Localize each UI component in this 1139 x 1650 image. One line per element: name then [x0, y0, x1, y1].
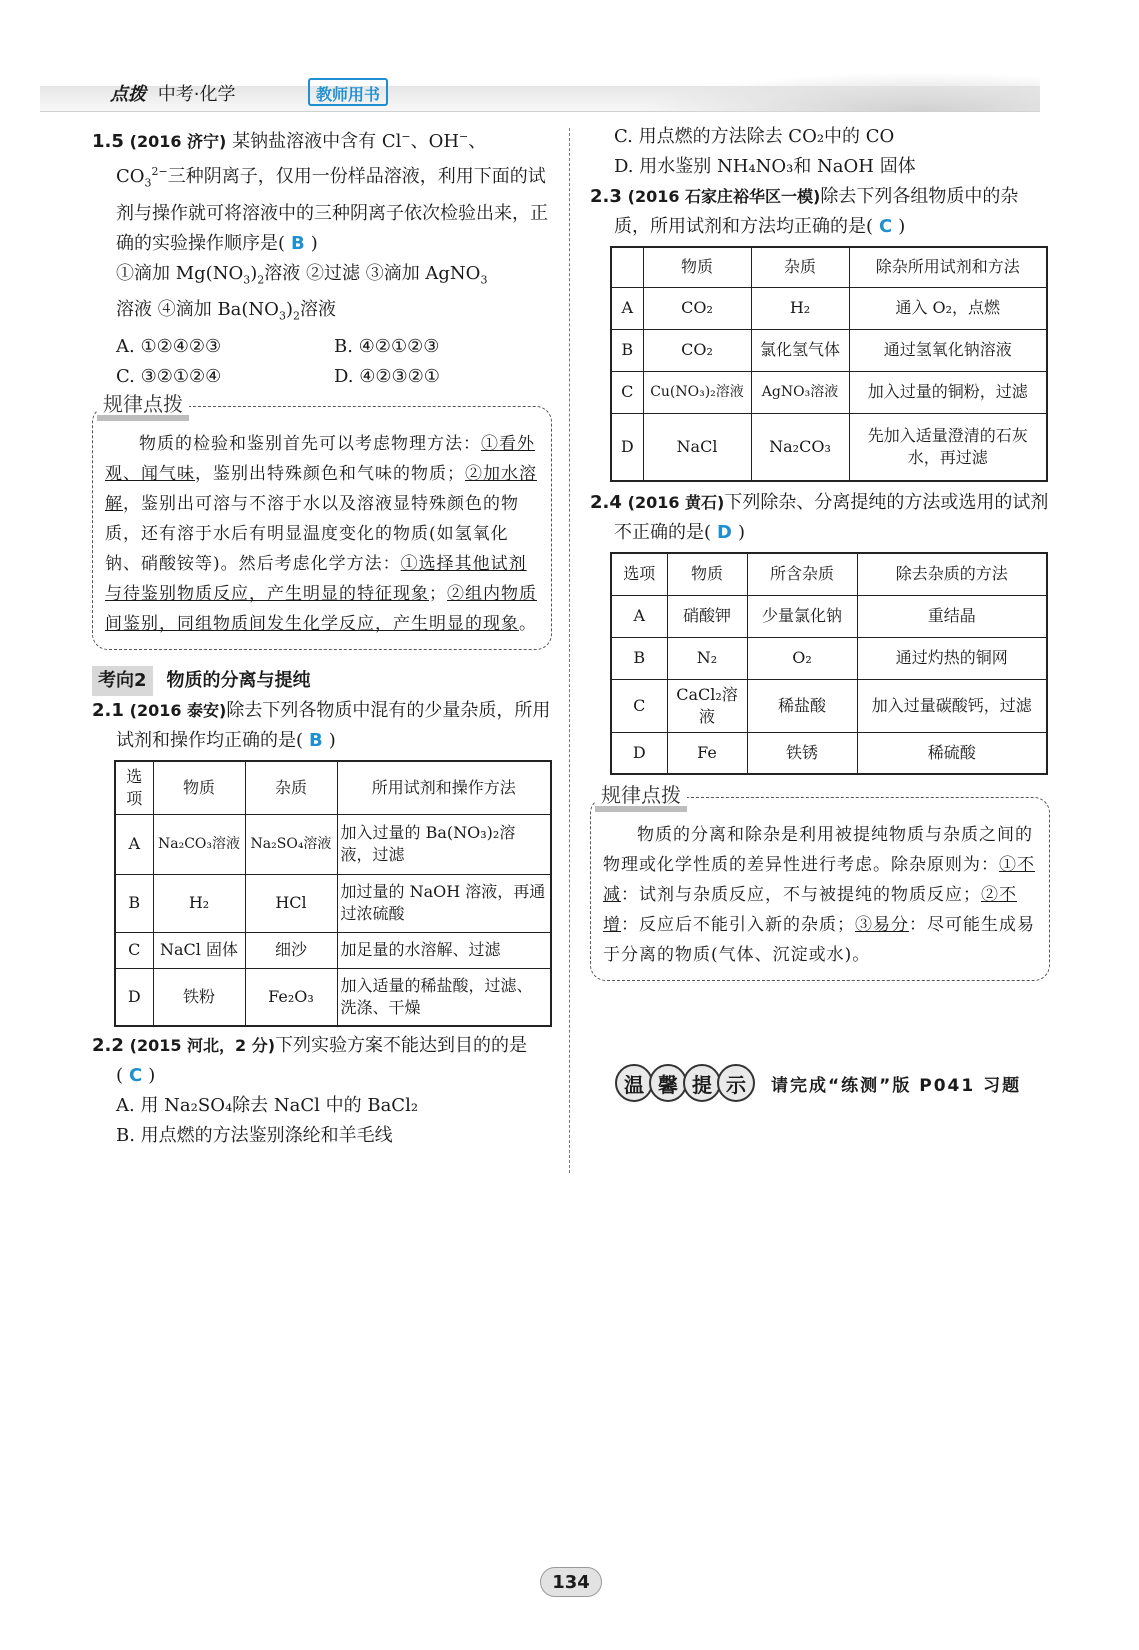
table-cell: D [611, 413, 643, 481]
answer-bracket: ) [328, 729, 336, 751]
table-cell: D [115, 968, 153, 1026]
teacher-book-tag: 教师用书 [308, 78, 388, 106]
answer: B [291, 232, 305, 254]
answer: C [129, 1065, 143, 1087]
table-cell: 加入过量的铜粉，过滤 [849, 371, 1047, 413]
question-steps: ①滴加 $Mg(NO_3)_2$溶液 ②过滤 ③滴加 AgNO$_3$ [116, 262, 488, 287]
table-cell: 硝酸钾 [667, 595, 747, 637]
table-cell: NaCl [643, 413, 751, 481]
table-cell: N₂ [667, 637, 747, 679]
answer-bracket: ) [898, 216, 906, 237]
step-text: ①滴加 Mg(NO [116, 262, 244, 284]
tip-segment: ：试剂与杂质反应，不与被提纯的物质反应； [621, 885, 981, 905]
question-1-5: 1.5 (2016 济宁) 某钠盐溶液中含有 Cl−、OH−、$CO_3^{2-}$三种阴离子，仅用一份样品溶液，利用下面的试剂与操作就可将溶液中的三种阴离子依次检验出来，正确的实验操作顺序是( B ) [92, 130, 548, 254]
column-divider [569, 128, 570, 1173]
answer: D [717, 522, 732, 543]
question-source: (2015 河北，2 分) [129, 1036, 276, 1056]
table-header: 物质 [643, 247, 751, 287]
book-title: 中考·化学 [157, 84, 236, 105]
tip-underlined: ②加水溶解 [105, 463, 537, 514]
table-row [611, 371, 1047, 413]
step-text: 溶液 ②过滤 ③滴加 AgNO [264, 262, 481, 284]
tip-label: 规律点拨 [595, 784, 687, 812]
question-number: 2.3 [590, 186, 622, 207]
table-cell: 重结晶 [857, 595, 1047, 637]
tip-segment: ，鉴别出可溶与不溶于水以及溶液显特殊颜色的物质，还有溶于水后有明显温度变化的物质(如氢氧化钠、硝酸铵等)。然后考虑化学方法： [105, 493, 519, 574]
question-stem: 下列除杂、分离提纯的方法或选用的试剂不正确的是( [614, 492, 1049, 543]
step-text: 溶液 [299, 299, 336, 321]
question-stem: 除去下列各物质中混有的少量杂质，所用试剂和操作均正确的是( [116, 699, 551, 751]
option-b: B. 用点燃的方法鉴别涤纶和羊毛线 [116, 1125, 393, 1147]
table-2-1 [114, 760, 552, 1028]
table-cell: Na₂SO₄溶液 [245, 814, 337, 874]
tip-segment: 物质的分离和除杂是利用被提纯物质与杂质之间的物理或化学性质的差异性进行考虑。除杂原则为： [603, 825, 1033, 875]
question-2-1 [92, 696, 552, 756]
table-cell: 加入过量的 Ba(NO₃)₂溶液，过滤 [337, 814, 551, 874]
tip-underlined: ①不减 [603, 855, 1035, 905]
question-number: 1.5 [92, 131, 124, 152]
table-cell: CO₂ [643, 329, 751, 371]
question-stem: 某钠盐溶液中含有 Cl [232, 131, 402, 152]
question-stem: 下列实验方案不能达到目的的是( [116, 1035, 528, 1087]
warm-tip [615, 1064, 1021, 1102]
tip-underlined: ①看外观、闻气味 [105, 433, 535, 484]
table-header [611, 247, 643, 287]
option-d: D. ④②③②① [334, 365, 440, 387]
warm-tip-text: 请完成“练测”版 P041 习题 [771, 1075, 1022, 1096]
table-cell: Cu(NO₃)₂溶液 [643, 371, 751, 413]
table-row [611, 413, 1047, 481]
table-cell: A [611, 287, 643, 329]
table-row [611, 287, 1047, 329]
table-cell: O₂ [747, 637, 857, 679]
table-cell: A [611, 595, 667, 637]
warm-char: 示 [717, 1064, 755, 1102]
table-row [611, 329, 1047, 371]
tip-text [105, 429, 541, 639]
table-cell: NaCl 固体 [153, 932, 245, 968]
table-header-row [611, 553, 1047, 595]
question-number: 2.1 [92, 699, 124, 721]
table-header: 杂质 [751, 247, 849, 287]
tip-underlined: ①选择其他试剂与待鉴别物质反应，产生明显的特征现象 [105, 553, 527, 604]
table-cell: Fe₂O₃ [245, 968, 337, 1026]
answer-bracket: ) [148, 1065, 156, 1087]
question-number: 2.4 [590, 492, 622, 513]
table-row [611, 679, 1047, 732]
tip-box-1 [92, 391, 552, 650]
table-cell: B [611, 637, 667, 679]
tip-segment: ； [429, 583, 447, 604]
table-cell: B [611, 329, 643, 371]
table-header: 物质 [153, 761, 245, 815]
table-2-3 [610, 246, 1048, 482]
table-cell: 稀硫酸 [857, 732, 1047, 774]
table-cell: 通过灼热的铜网 [857, 637, 1047, 679]
page-number: 134 [540, 1567, 602, 1597]
left-column [92, 122, 552, 1151]
option-a: A. ①②④②③ [116, 335, 222, 357]
tip-segment: ：反应后不能引入新的杂质； [621, 915, 855, 935]
table-cell: 加足量的水溶解、过滤 [337, 932, 551, 968]
options-row [92, 362, 552, 392]
table-cell: 稀盐酸 [747, 679, 857, 732]
table-cell: Na₂CO₃ [751, 413, 849, 481]
table-header: 选项 [611, 553, 667, 595]
table-cell: D [611, 732, 667, 774]
tip-label: 规律点拨 [97, 393, 189, 421]
table-row [115, 874, 551, 932]
answer: B [309, 729, 323, 751]
question-stem: 、CO [116, 131, 487, 187]
table-row [611, 732, 1047, 774]
table-cell: AgNO₃溶液 [751, 371, 849, 413]
answer-bracket: ) [310, 232, 318, 254]
tip-segment: 。 [519, 613, 537, 634]
table-cell: C [115, 932, 153, 968]
table-cell: 细沙 [245, 932, 337, 968]
question-source: (2016 石家庄裕华区一模) [627, 187, 821, 206]
table-header: 所含杂质 [747, 553, 857, 595]
question-number: 2.2 [92, 1035, 124, 1057]
tip-underlined: ②不增 [603, 885, 1017, 935]
section-tag: 考向2 [92, 666, 153, 696]
warm-tip-badges [615, 1064, 751, 1102]
table-cell: HCl [245, 874, 337, 932]
table-row [611, 595, 1047, 637]
warm-char: 馨 [649, 1064, 687, 1102]
table-cell: 通过氢氧化钠溶液 [849, 329, 1047, 371]
table-header-row [115, 761, 551, 815]
question-source: (2016 泰安) [129, 700, 227, 720]
table-header: 物质 [667, 553, 747, 595]
table-header: 选项 [115, 761, 153, 815]
tip-segment: 物质的检验和鉴别首先可以考虑物理方法： [139, 433, 481, 454]
table-cell: 铁锈 [747, 732, 857, 774]
table-row [611, 637, 1047, 679]
table-cell: H₂ [751, 287, 849, 329]
tip-box-2 [590, 783, 1050, 981]
option-b: B. ④②①②③ [334, 335, 440, 357]
tip-segment: ：尽可能生成易于分离的物质(气体、沉淀或水)。 [603, 915, 1035, 965]
brand-logo: 点拨 [110, 84, 146, 105]
table-cell: 加入适量的稀盐酸，过滤、洗涤、干燥 [337, 968, 551, 1026]
table-header: 所用试剂和操作方法 [337, 761, 551, 815]
section-title: 物质的分离与提纯 [166, 669, 311, 691]
right-column [590, 122, 1050, 981]
section-heading [92, 666, 552, 696]
table-cell: Fe [667, 732, 747, 774]
table-2-4 [610, 552, 1048, 775]
question-2-2 [92, 1031, 552, 1091]
table-cell: B [115, 874, 153, 932]
table-header: 除杂所用试剂和方法 [849, 247, 1047, 287]
table-cell: CO₂ [643, 287, 751, 329]
question-2-3 [590, 182, 1050, 242]
tip-underlined: ②组内物质间鉴别，同组物质间发生化学反应，产生明显的现象 [105, 583, 537, 634]
warm-char: 温 [615, 1064, 653, 1102]
table-cell: Na₂CO₃溶液 [153, 814, 245, 874]
table-cell: H₂ [153, 874, 245, 932]
page-header [40, 72, 1040, 112]
tip-underlined: ③易分 [855, 915, 909, 935]
table-cell: C [611, 679, 667, 732]
question-stem: 三种阴离子，仅用一份样品溶液，利用下面的试剂与操作就可将溶液中的三种阴离子依次检验出来，正确的实验操作顺序是( [116, 166, 548, 254]
question-stem: 、OH [410, 131, 460, 152]
options-row [92, 332, 552, 362]
table-row [115, 968, 551, 1026]
table-cell: 加过量的 NaOH 溶液，再通过浓硫酸 [337, 874, 551, 932]
table-cell: 铁粉 [153, 968, 245, 1026]
tip-text [603, 820, 1039, 970]
step-text: 溶液 ④滴加 Ba(NO [116, 299, 279, 321]
table-header: 杂质 [245, 761, 337, 815]
question-source: (2016 济宁) [129, 132, 227, 151]
question-source: (2016 黄石) [627, 493, 725, 512]
warm-char: 提 [683, 1064, 721, 1102]
question-2-4 [590, 488, 1050, 548]
table-cell: 氯化氢气体 [751, 329, 849, 371]
table-cell: 先加入适量澄清的石灰水，再过滤 [849, 413, 1047, 481]
header-title [110, 80, 235, 106]
answer: C [879, 216, 893, 237]
tip-segment: ，鉴别出特殊颜色和气味的物质； [195, 463, 465, 484]
table-header: 除去杂质的方法 [857, 553, 1047, 595]
table-cell: 通入 O₂，点燃 [849, 287, 1047, 329]
table-cell: 加入过量碳酸钙，过滤 [857, 679, 1047, 732]
option-d: D. 用水鉴别 NH₄NO₃和 NaOH 固体 [614, 156, 916, 177]
step-text: ) [250, 262, 258, 284]
table-cell: C [611, 371, 643, 413]
question-stem: 除去下列各组物质中的杂质，所用试剂和方法均正确的是( [614, 186, 1019, 237]
table-cell: 少量氯化钠 [747, 595, 857, 637]
answer-bracket: ) [737, 522, 746, 543]
question-steps: 溶液 ④滴加 $Ba(NO_3)_2$溶液 [116, 299, 336, 323]
option-c: C. 用点燃的方法除去 CO₂中的 CO [614, 126, 895, 147]
option-c: C. ③②①②④ [116, 365, 222, 387]
table-row [115, 932, 551, 968]
table-cell: CaCl₂溶液 [667, 679, 747, 732]
step-text: ) [285, 299, 293, 321]
option-a: A. 用 Na₂SO₄除去 NaCl 中的 BaCl₂ [116, 1095, 419, 1117]
header-mountain-decoration [640, 72, 1040, 112]
table-header-row [611, 247, 1047, 287]
table-cell: A [115, 814, 153, 874]
table-row [115, 814, 551, 874]
